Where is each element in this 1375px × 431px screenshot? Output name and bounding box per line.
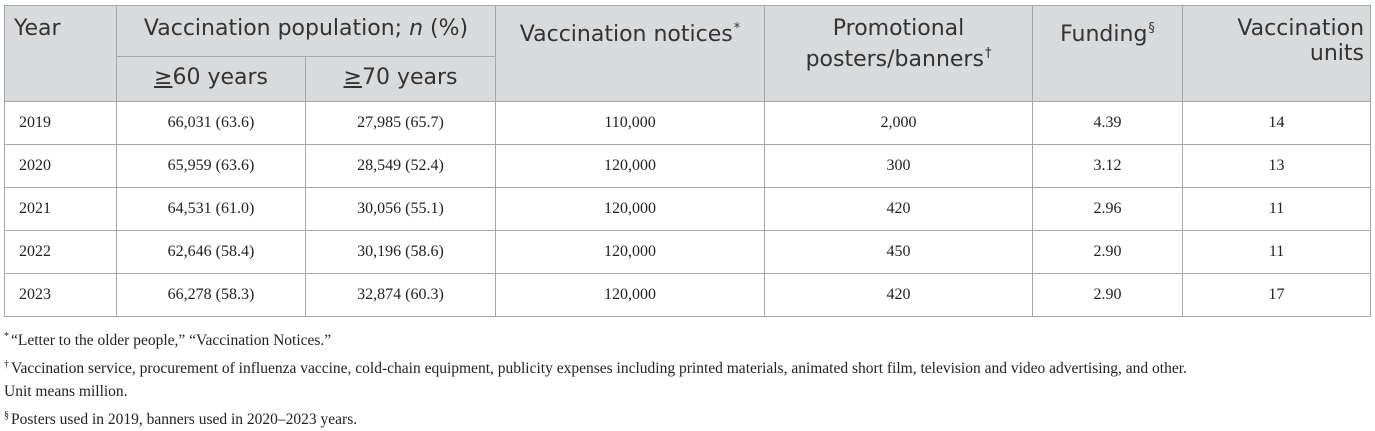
cell-age60: 64,531 (61.0)	[117, 188, 306, 231]
cell-age70: 30,056 (55.1)	[306, 188, 496, 231]
header-row	[5, 6, 1371, 57]
header-funding: Funding§	[1033, 6, 1183, 102]
header-vaccination-units: Vaccination units	[1183, 6, 1371, 102]
footnote: † Vaccination service, procurement of influenza vaccine, cold-chain equipment, publicity expenses including printed materials, animated short film, television and video advertising, and other.	[4, 353, 1374, 381]
cell-age60: 65,959 (63.6)	[117, 145, 306, 188]
cell-notices: 120,000	[496, 231, 765, 274]
cell-funding: 2.90	[1033, 274, 1183, 317]
header-promotional-posters: Promotional posters/banners†	[765, 6, 1033, 102]
footnote: Unit means million.	[4, 380, 1374, 404]
cell-age60: 66,278 (58.3)	[117, 274, 306, 317]
cell-posters: 2,000	[765, 102, 1033, 145]
table-row	[5, 188, 1371, 231]
header-vaccination-notices: Vaccination notices*	[496, 6, 765, 102]
cell-units: 11	[1183, 188, 1371, 231]
footnote: * “Letter to the older people,” “Vaccination Notices.”	[4, 325, 1374, 353]
cell-posters: 450	[765, 231, 1033, 274]
cell-units: 17	[1183, 274, 1371, 317]
cell-age70: 30,196 (58.6)	[306, 231, 496, 274]
table-row	[5, 231, 1371, 274]
vaccination-table	[4, 5, 1371, 317]
cell-year: 2023	[5, 274, 117, 317]
cell-year: 2020	[5, 145, 117, 188]
table-footnotes	[4, 325, 1374, 431]
table-row	[5, 274, 1371, 317]
cell-notices: 120,000	[496, 274, 765, 317]
cell-posters: 420	[765, 274, 1033, 317]
cell-funding: 2.96	[1033, 188, 1183, 231]
table-row	[5, 102, 1371, 145]
cell-notices: 110,000	[496, 102, 765, 145]
cell-funding: 2.90	[1033, 231, 1183, 274]
cell-funding: 4.39	[1033, 102, 1183, 145]
table-row	[5, 145, 1371, 188]
cell-posters: 300	[765, 145, 1033, 188]
header-year: Year	[5, 6, 117, 102]
footnote: § Posters used in 2019, banners used in 2020–2023 years.	[4, 404, 1374, 431]
header-age-60: ≥60 years	[117, 57, 306, 102]
cell-units: 11	[1183, 231, 1371, 274]
cell-units: 14	[1183, 102, 1371, 145]
cell-notices: 120,000	[496, 145, 765, 188]
cell-age70: 27,985 (65.7)	[306, 102, 496, 145]
header-vaccination-population: Vaccination population; n (%)	[117, 6, 496, 57]
cell-year: 2021	[5, 188, 117, 231]
cell-age70: 28,549 (52.4)	[306, 145, 496, 188]
cell-age60: 62,646 (58.4)	[117, 231, 306, 274]
cell-units: 13	[1183, 145, 1371, 188]
cell-year: 2019	[5, 102, 117, 145]
header-age-70: ≥70 years	[306, 57, 496, 102]
cell-year: 2022	[5, 231, 117, 274]
cell-notices: 120,000	[496, 188, 765, 231]
cell-age60: 66,031 (63.6)	[117, 102, 306, 145]
cell-age70: 32,874 (60.3)	[306, 274, 496, 317]
cell-funding: 3.12	[1033, 145, 1183, 188]
cell-posters: 420	[765, 188, 1033, 231]
